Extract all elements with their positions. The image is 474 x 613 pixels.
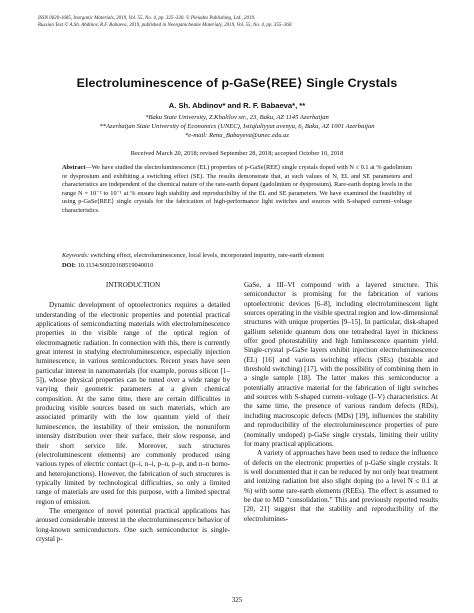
- abstract-text: —We have studied the electroluminescence (EL) properties of p-GaSe⟨REE⟩ single crystals doped with N ≤ 0.1 at % gadolinium or dysprosium and exhibiting a switching effect (SE). The results demonstrate that, at such values of N, EL and SE parameters and characteristics are independent of the chemical nature of the rare-earth dopant (gadolinium or dysprosium). Rare-earth doping levels in the range N = 10⁻² to 10⁻¹ at % ensure high stability and reproducibility of the EL and SE parameters. We have examined the feasibility of using p-GaSe⟨REE⟩ single crystals for the fabrication of high-performance light switches and sources with S-shaped current–voltage characteristics.: [62, 164, 412, 214]
- paper-title: Electroluminescence of p-GaSe⟨REE⟩ Single Crystals: [76, 76, 398, 90]
- section-heading: INTRODUCTION: [105, 281, 161, 289]
- left-column: [36, 281, 230, 544]
- abstract-label: Abstract: [62, 164, 86, 171]
- affiliation-1: *Baku State University, Z.Khalilov str., 23, Baku, AZ 1145 Azerbaijan: [145, 114, 329, 121]
- journal-header: [38, 15, 438, 29]
- paper-authors: A. Sh. Abdinov* and R. F. Babaeva*, **: [168, 101, 306, 110]
- abstract: [62, 164, 412, 216]
- header-line-2: Russian Text © A.Sh. Abdinov, R.F. Babaeva, 2019, published in Neorganicheskie Materialy, 2019, Vol. 55, No. 4, pp. 355–360.: [38, 23, 293, 28]
- paragraph: Dynamic development of optoelectronics requires a detailed understanding of the electronic properties and potential practical applications of semiconducting materials with electroluminescence properties in the visible range of the optical region of electromagnetic radiation. In connection with this, there is currently great interest in studying electroluminescence, especially injection luminescence, in various semiconductors. Recent years have seen particular interest in nanomaterials (for example, porous silicon [1–5]), whose physical properties can be tuned over a wide range by varying their geometric parameters at a given chemical composition. At the same time, there are certain difficulties in producing visible sources based on such materials, which are associated primarily with the low quantum yield of their luminescence, the instability of their emission, the nonuniform intensity distribution over their surface, their slow response, and their short service life. Moreover, such structures (electroluminescent elements) are commonly produced using various types of electric contact (p–i, n–i, p–n, p–p, and n–n homo- and heterojunctions). However, the fabrication of such structures is typically limited by technological difficulties, so only a limited range of materials are used for this purpose, with a limited spectral region of emission.: [36, 301, 230, 506]
- right-column: [244, 281, 438, 524]
- paragraph: The emergence of novel potential practical applications has aroused considerable interest in the electroluminescence behavior of long-known semiconductors. One such semiconductor is single-crystal p-: [36, 506, 231, 543]
- contact-email: *e-mail: Rena_Babayeva@unec.edu.az: [184, 132, 290, 139]
- doi: [62, 262, 412, 269]
- paragraph: GaSe, a III–VI compound with a layered structure. This semiconductor is promising for the fabrication of various optoelectronic devices [6–8], including electroluminescent light sources operating in the visible spectral region and low-dimensional structures with unique properties [9–15]. In particular, disk-shaped gallium selenide quantum dots one tetrahedral layer in thickness offer good photostability and high luminescence quantum yield. Single-crystal p-GaSe layers exhibit injection electroluminescence (EL) [16] and various switching effects (SEs) (bistable and threshold switching) [17], with the possibility of combining them in a single sample [18]. The latter makes this semiconductor a potentially attractive material for the fabrication of light switches and sources with S-shaped current–voltage (I–V) characteristics. At the same time, the presence of various random defects (RDs), including macroscopic defects (MDs) [19], influences the stability and reproducibility of the electroluminescence properties of pure (nominally undoped) p-GaSe single crystals, limiting their utility for many practical applications.: [244, 281, 438, 448]
- keywords: [62, 252, 412, 261]
- keywords-label: Keywords:: [62, 252, 90, 259]
- keywords-text: switching effect, electroluminescence, local levels, incorporated impurity, rare-earth element: [89, 252, 325, 259]
- paragraph: A variety of approaches have been used to reduce the influence of defects on the electronic properties of p-GaSe single crystals. It is well documented that it can be reduced by not only heat treatment and ionizing radiation but also slight doping (to a level N ≤ 0.1 at %) with some rare-earth elements (REEs). The effect is assumed to be due to MD “consolidation.” This and previously reported results [20, 21] suggest that the stability and reproducibility of the electrolumines-: [244, 449, 438, 523]
- page-number: 325: [231, 596, 243, 604]
- received-dates: Received March 20, 2018; revised September 28, 2018; accepted October 10, 2018: [130, 150, 344, 157]
- affiliation-2: **Azerbaijan State University of Economics (UNEC), Istiqlaliyyat avenyu, 6, Baku, AZ 1001 Azerbaijan: [99, 123, 375, 130]
- doi-value: 10.1134/S0020168519040010: [76, 262, 154, 269]
- doi-label: DOI:: [62, 262, 76, 269]
- header-line-1: ISSN 0020-1685, Inorganic Materials, 2019, Vol. 55, No. 4, pp. 325–330. © Pleiades Publishing, Ltd., 2019.: [38, 16, 256, 21]
